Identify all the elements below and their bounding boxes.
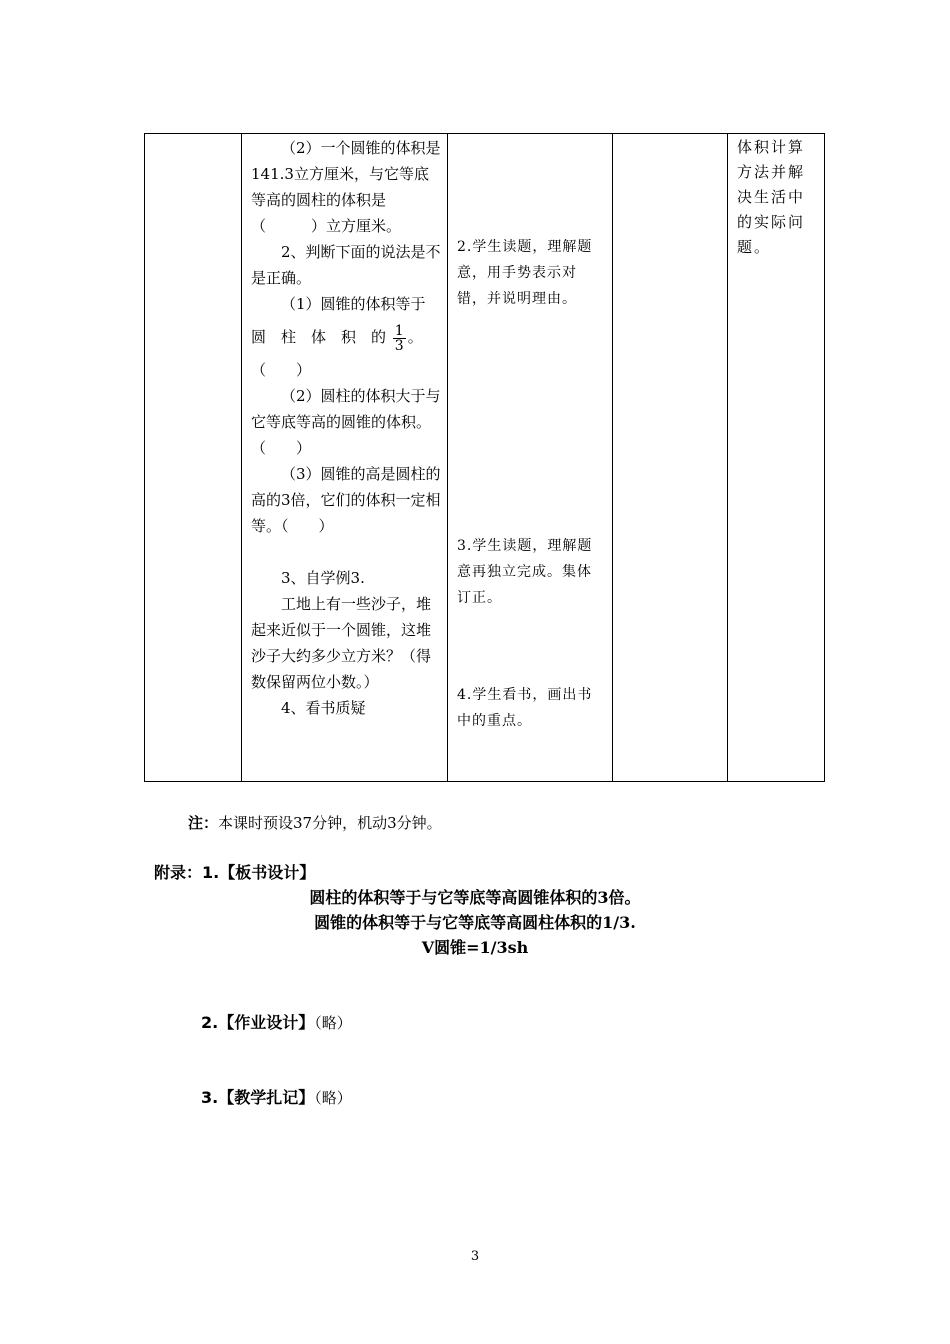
- spacer: [242, 539, 447, 565]
- lesson-table: [144, 133, 825, 782]
- judge-item-1-text: 圆 柱 体 积 的: [251, 328, 387, 346]
- homework-heading: 【作业设计】: [218, 1013, 315, 1032]
- example-3-text: 工地上有一些沙子，堆起来近似于一个圆锥，这堆沙子大约多少立方米？（得数保留两位小数。）: [251, 595, 432, 691]
- homework-number: 2.: [201, 1013, 219, 1032]
- table-cell-col3: [448, 134, 613, 782]
- homework-note: （略）: [314, 1014, 352, 1032]
- homework-design-line: [201, 1010, 352, 1033]
- teaching-notes-line: [201, 1085, 352, 1108]
- note-line: [188, 812, 442, 833]
- table-cell-col2: [242, 134, 454, 782]
- student-activity-4: 4.学生看书，画出书中的重点。: [457, 687, 593, 729]
- fraction-numerator: 1: [394, 322, 404, 339]
- judge-item-1-end: 。: [407, 328, 423, 346]
- exercise-1-2: （2）一个圆锥的体积是141.3立方厘米，与它等底等高的圆柱的体积是（ ）立方厘米。: [251, 139, 441, 235]
- table-cell-col5: [728, 134, 825, 782]
- judge-item-2: （2）圆柱的体积大于与它等底等高的圆锥的体积。 （ ）: [251, 387, 454, 457]
- student-activity-2: 2.学生读题，理解题意，用手势表示对错，并说明理由。: [457, 239, 593, 307]
- teaching-goal: 体积计算方法并解决生活中的实际问题。: [737, 138, 806, 256]
- board-line-1: 圆柱的体积等于与它等底等高圆锥体积的3倍。: [309, 888, 641, 907]
- judge-item-3: （3）圆锥的高是圆柱的高的3倍，它们的体积一定相等。（ ）: [251, 465, 441, 535]
- judge-item-1-b: [242, 317, 447, 357]
- judge-item-1-paren: （ ）: [251, 361, 312, 379]
- teaching-notes-number: 3.: [201, 1088, 219, 1107]
- note-label: 注：: [188, 814, 219, 832]
- board-line-2: 圆锥的体积等于与它等底等高圆柱体积的1/3.: [314, 913, 636, 932]
- appendix-prefix: 附录：1.: [154, 863, 220, 882]
- table-cell-col1: [145, 134, 242, 782]
- read-book-question: 4、看书质疑: [281, 699, 366, 717]
- student-activity-3: 3.学生读题，理解题意再独立完成。集体订正。: [457, 538, 593, 606]
- fraction-one-third: [393, 324, 406, 353]
- example-3-heading: 3、自学例3.: [281, 569, 365, 587]
- teaching-notes-heading: 【教学扎记】: [218, 1088, 315, 1107]
- appendix-line: [154, 860, 315, 883]
- fraction-denominator: 3: [394, 337, 404, 354]
- page-number: 3: [470, 1249, 480, 1264]
- judge-heading: 2、判断下面的说法是不是正确。: [251, 243, 441, 287]
- note-text: 本课时预设37分钟，机动3分钟。: [218, 814, 442, 832]
- judge-item-1-a: （1）圆锥的体积等于: [281, 295, 426, 313]
- board-design-heading: 【板书设计】: [219, 863, 316, 882]
- table-cell-col4: [613, 134, 728, 782]
- teaching-notes-note: （略）: [314, 1089, 352, 1107]
- board-line-3: V圆锥=1/3sh: [421, 938, 529, 957]
